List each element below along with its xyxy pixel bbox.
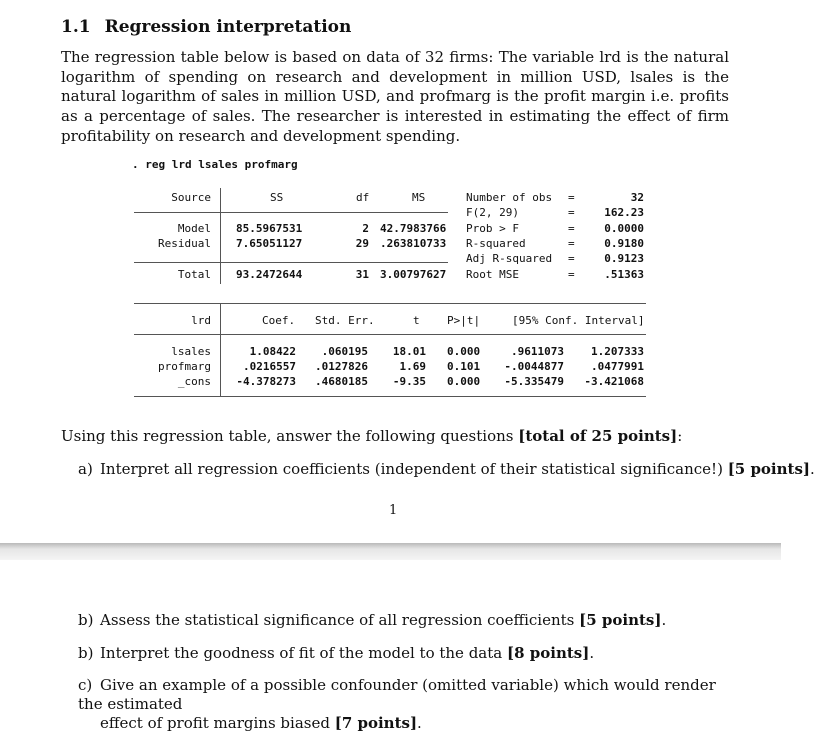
question-c-end: . bbox=[417, 714, 422, 732]
stata-command: . reg lrd lsales profmarg bbox=[132, 158, 298, 171]
coef-header-p: P>|t| bbox=[447, 314, 481, 327]
p-value-lsales: 0.000 bbox=[447, 345, 481, 358]
question-c-text-line1: Give an example of a possible confounder (omitted variable) which would render the estimated bbox=[78, 676, 716, 713]
page-number: 1 bbox=[389, 503, 398, 518]
questions-intro-text: Using this regression table, answer the following questions bbox=[61, 427, 519, 445]
t-value-lsales: 18.01 bbox=[392, 345, 426, 358]
question-b-points: [5 points] bbox=[579, 611, 662, 629]
se-value-lsales: .060195 bbox=[321, 345, 368, 358]
question-b-label: b) bbox=[78, 611, 94, 629]
question-c-text-line2: effect of profit margins biased bbox=[100, 714, 335, 732]
question-a-points: [5 points] bbox=[727, 460, 811, 478]
ci-high-lsales: 1.207333 bbox=[591, 345, 644, 358]
question-b2-text: Interpret the goodness of fit of the model to the data bbox=[100, 644, 507, 662]
question-b2-label: b) bbox=[78, 644, 94, 662]
ci-high-profmarg: .0477991 bbox=[591, 360, 644, 373]
anova-df-model: 2 bbox=[362, 222, 369, 235]
question-a-end: . bbox=[810, 460, 815, 478]
coef-header-rule bbox=[134, 334, 646, 335]
coef-header-coef: Coef. bbox=[262, 314, 296, 327]
anova-header-ss: SS bbox=[270, 191, 284, 204]
stat-value-adjr2: 0.9123 bbox=[604, 252, 644, 265]
stat-eq: = bbox=[568, 237, 575, 250]
stat-eq: = bbox=[568, 252, 575, 265]
question-b2-points: [8 points] bbox=[507, 644, 590, 662]
question-c-points: [7 points] bbox=[334, 714, 418, 732]
coef-name-lsales: lsales bbox=[171, 345, 211, 358]
anova-ms-total: 3.00797627 bbox=[380, 268, 447, 281]
stat-label-adjr2: Adj R-squared bbox=[466, 252, 553, 265]
se-value-cons: .4680185 bbox=[315, 375, 368, 388]
coef-name-cons: _cons bbox=[177, 375, 211, 388]
question-c-label: c) bbox=[78, 676, 93, 694]
page-gap bbox=[0, 543, 781, 560]
stat-eq: = bbox=[568, 191, 575, 204]
question-c bbox=[78, 676, 738, 733]
ci-low-lsales: .9611073 bbox=[511, 345, 564, 358]
coef-value-lsales: 1.08422 bbox=[249, 345, 296, 358]
ci-low-profmarg: -.0044877 bbox=[504, 360, 564, 373]
question-a bbox=[78, 460, 815, 478]
question-b2-end: . bbox=[589, 644, 595, 662]
ci-high-cons: -3.421068 bbox=[584, 375, 644, 388]
t-value-cons: -9.35 bbox=[392, 375, 426, 388]
stat-label-rmse: Root MSE bbox=[466, 268, 519, 281]
stat-eq: = bbox=[568, 206, 575, 219]
coef-name-profmarg: profmarg bbox=[158, 360, 211, 373]
question-b-text: Assess the statistical significance of all regression coefficients bbox=[100, 611, 580, 629]
stat-value-probf: 0.0000 bbox=[604, 222, 644, 235]
section-heading bbox=[61, 17, 351, 37]
stat-label-probf: Prob > F bbox=[466, 222, 519, 235]
anova-source-total: Total bbox=[177, 268, 211, 281]
questions-total-points: [total of 25 points] bbox=[518, 427, 678, 445]
anova-df-total: 31 bbox=[355, 268, 369, 281]
section-title: Regression interpretation bbox=[104, 17, 352, 37]
section-number: 1.1 bbox=[61, 17, 91, 37]
anova-df-residual: 29 bbox=[355, 237, 369, 250]
anova-divider bbox=[220, 188, 221, 284]
p-value-profmarg: 0.101 bbox=[447, 360, 481, 373]
stat-value-f: 162.23 bbox=[604, 206, 644, 219]
coef-depvar: lrd bbox=[191, 314, 211, 327]
coef-header-t: t bbox=[413, 314, 420, 327]
anova-ms-residual: .263810733 bbox=[380, 237, 447, 250]
anova-header-ms: MS bbox=[412, 191, 426, 204]
coef-bottom-rule bbox=[134, 396, 646, 397]
stat-label-r2: R-squared bbox=[466, 237, 526, 250]
anova-header-rule bbox=[134, 212, 448, 213]
stat-label-nobs: Number of obs bbox=[466, 191, 553, 204]
coef-header-ci: [95% Conf. Interval] bbox=[512, 314, 645, 327]
stat-eq: = bbox=[568, 222, 575, 235]
p-value-cons: 0.000 bbox=[447, 375, 481, 388]
stat-value-rmse: .51363 bbox=[604, 268, 644, 281]
ci-low-cons: -5.335479 bbox=[504, 375, 564, 388]
stat-value-nobs: 32 bbox=[630, 191, 644, 204]
coef-value-cons: -4.378273 bbox=[236, 375, 296, 388]
anova-header-source: Source bbox=[171, 191, 211, 204]
questions-intro bbox=[61, 427, 682, 445]
anova-ss-total: 93.2472644 bbox=[236, 268, 303, 281]
coef-divider bbox=[220, 303, 221, 396]
anova-source-residual: Residual bbox=[158, 237, 211, 250]
anova-total-rule bbox=[134, 262, 448, 263]
question-b bbox=[78, 611, 666, 629]
coef-top-rule bbox=[134, 303, 646, 304]
intro-paragraph: The regression table below is based on data of 32 firms: The variable lrd is the natural logarithm of spending on research and development in million USD, lsales is the natural logarithm of sales in million USD, and profmarg is the profit margin i.e. profits as a percentage of sales. The researcher is interested in estimating the effect of firm profitability on research and development spending. bbox=[61, 48, 729, 145]
stat-label-f: F(2, 29) bbox=[466, 206, 519, 219]
questions-intro-colon: : bbox=[677, 427, 683, 445]
anova-ms-model: 42.7983766 bbox=[380, 222, 447, 235]
coef-value-profmarg: .0216557 bbox=[243, 360, 296, 373]
anova-ss-residual: 7.65051127 bbox=[236, 237, 303, 250]
stat-value-r2: 0.9180 bbox=[604, 237, 644, 250]
anova-header-df: df bbox=[356, 191, 370, 204]
se-value-profmarg: .0127826 bbox=[315, 360, 368, 373]
anova-ss-model: 85.5967531 bbox=[236, 222, 303, 235]
anova-source-model: Model bbox=[177, 222, 211, 235]
coef-header-se: Std. Err. bbox=[315, 314, 375, 327]
question-a-text: Interpret all regression coefficients (independent of their statistical significance!) bbox=[100, 460, 728, 478]
stat-eq: = bbox=[568, 268, 575, 281]
question-b-end: . bbox=[661, 611, 667, 629]
question-b2 bbox=[78, 644, 594, 662]
t-value-profmarg: 1.69 bbox=[399, 360, 426, 373]
question-a-label: a) bbox=[78, 460, 93, 478]
